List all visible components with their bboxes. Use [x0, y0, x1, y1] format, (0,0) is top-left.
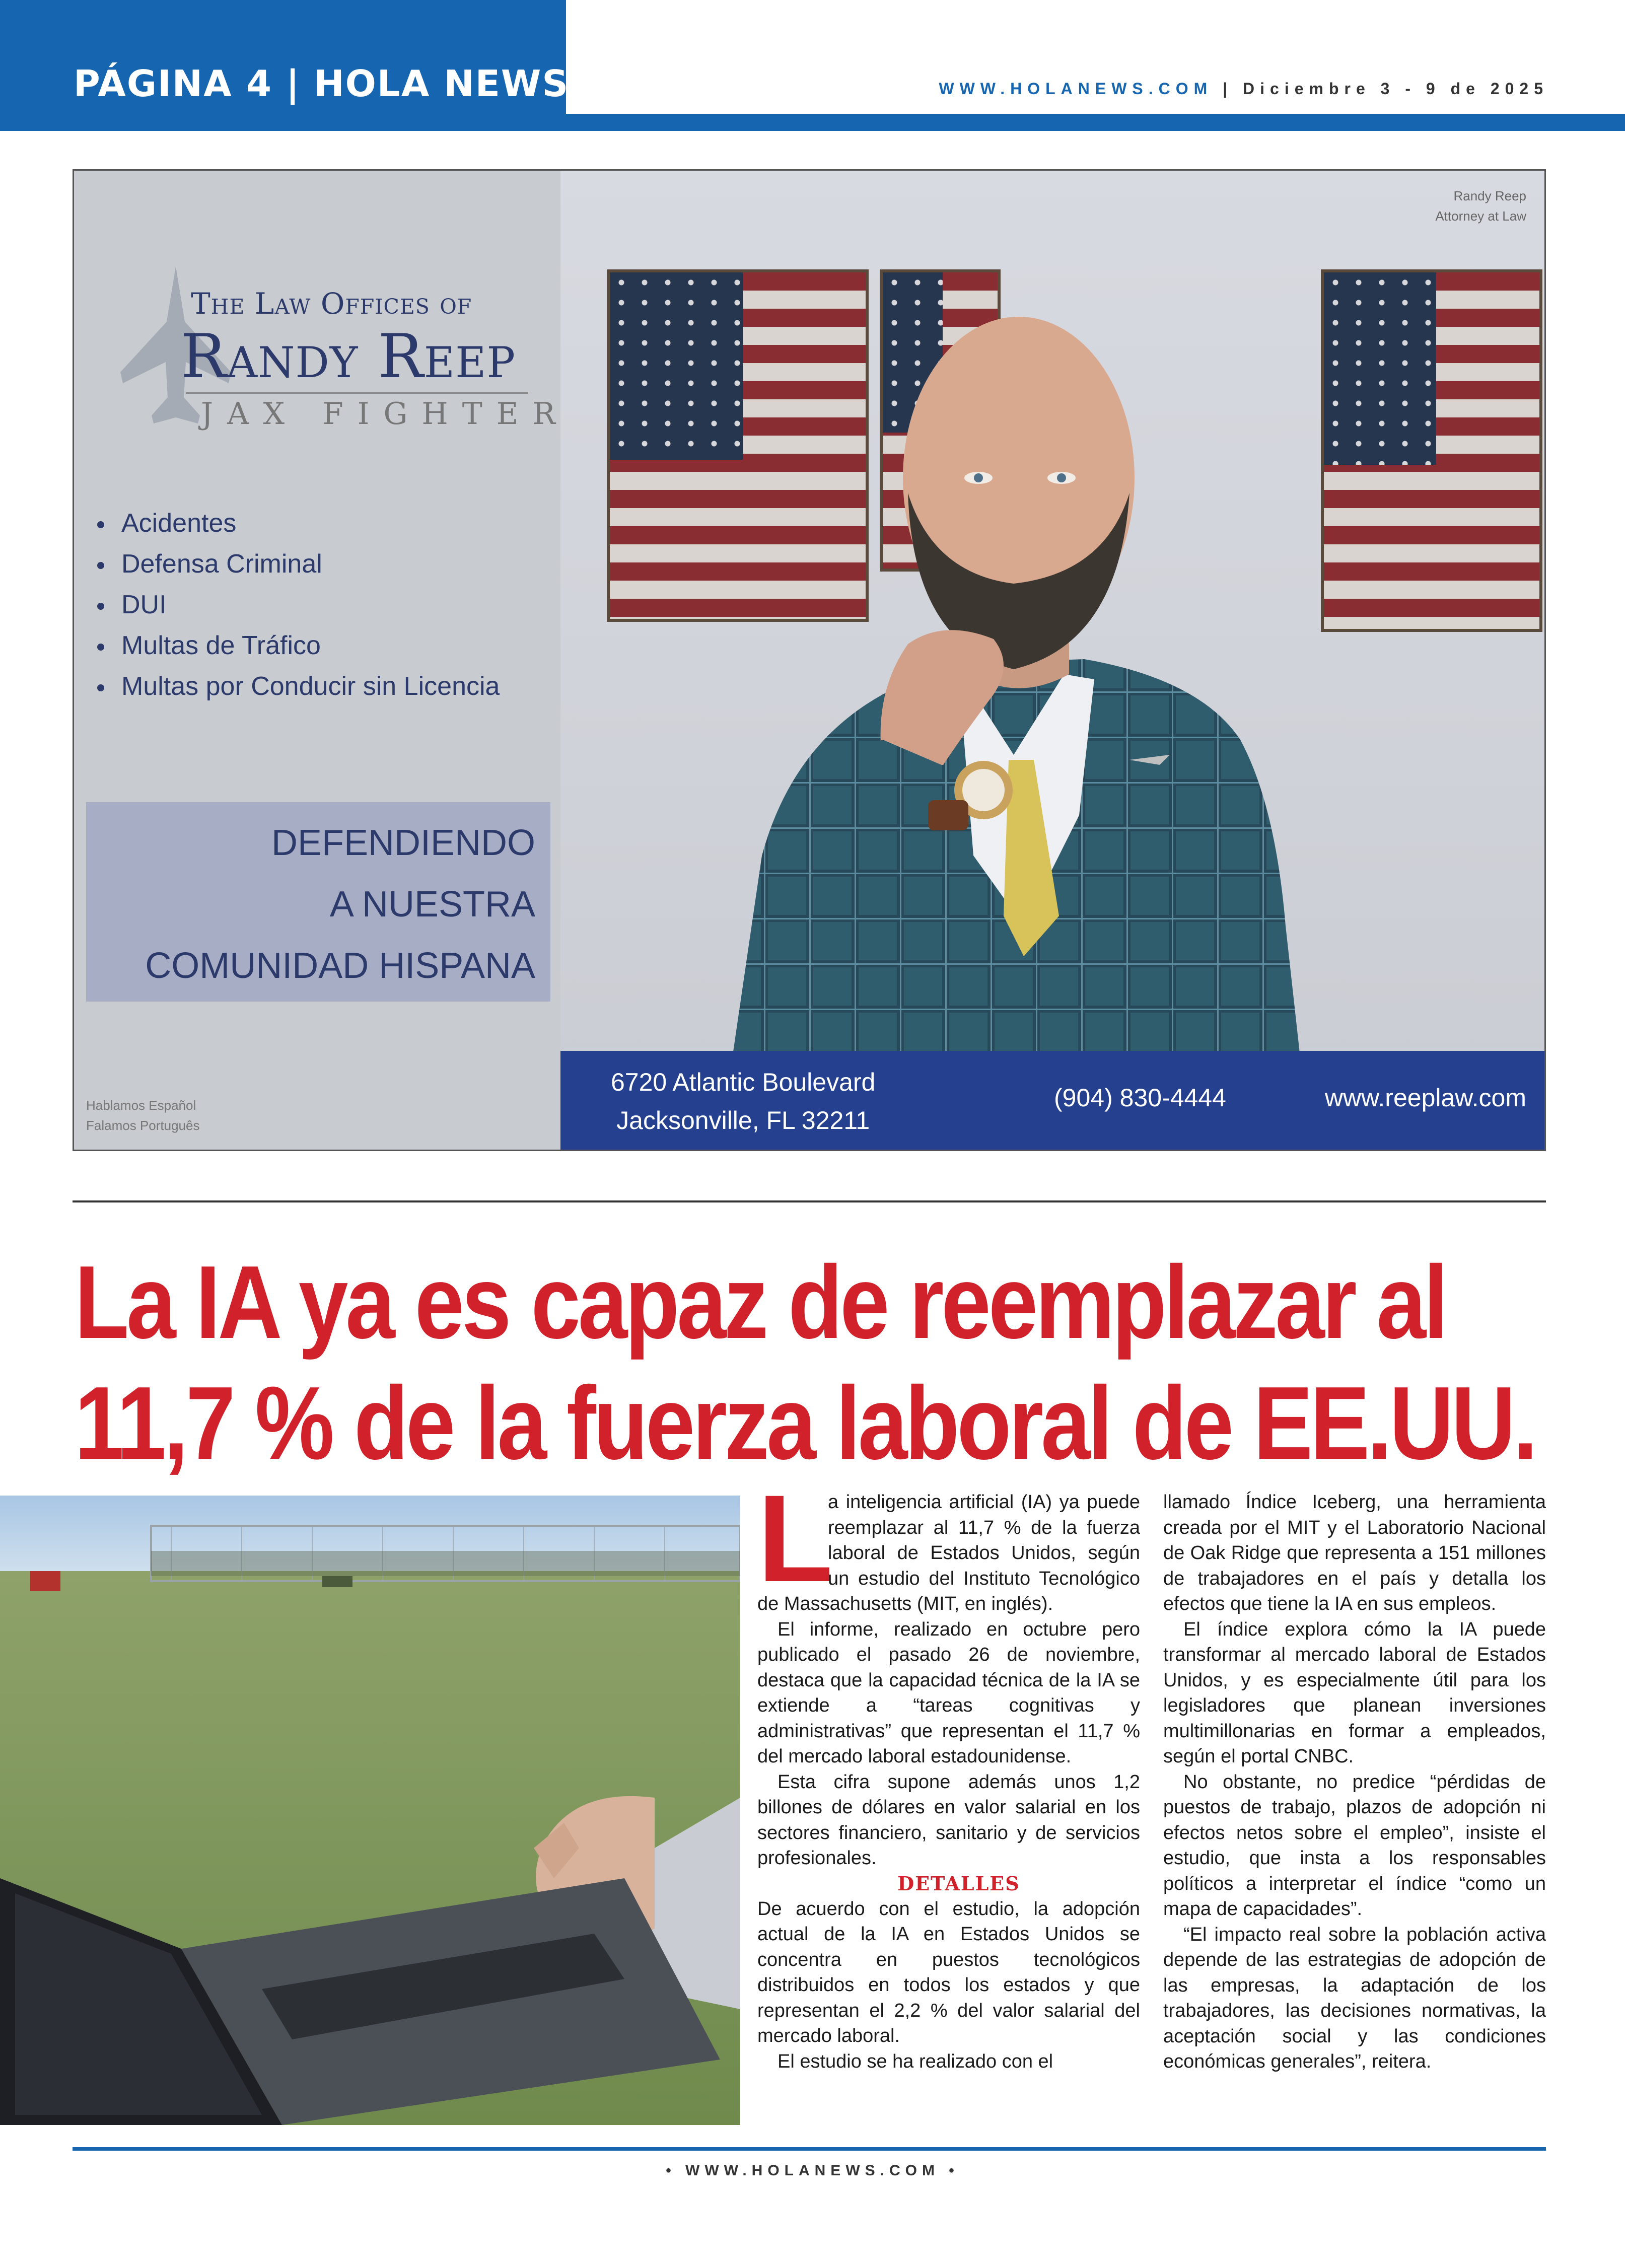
byline-name: Randy Reep	[1453, 188, 1526, 203]
tagline-line: DEFENDIENDO	[271, 823, 535, 863]
footer-rule	[73, 2147, 1546, 2151]
issue-date: Diciembre 3 - 9 de 2025	[1243, 80, 1548, 98]
article-headline	[75, 1242, 1535, 1483]
language-line: Falamos Português	[86, 1118, 200, 1133]
article-paragraph: El estudio se ha realizado con el	[778, 2050, 1053, 2072]
service-item: DUI	[94, 585, 500, 625]
address-line-1: 6720 Atlantic Boulevard	[611, 1068, 876, 1096]
header-info	[939, 80, 1548, 98]
languages-note	[86, 1095, 199, 1136]
article-paragraph: a inteligencia artificial (IA) ya puede reemplazar al 11,7 % de la fuerza laboral de Estados Unidos, según un estudio del Instituto Tecnológico de Massachusetts (MIT, en inglés).	[757, 1492, 1140, 1614]
article-paragraph: El índice explora cómo la IA puede transformar al mercado laboral de Estados Unidos, y es especialmente útil para los legisladores que planean inversiones multimillonarias en formar a empleados, según el portal CNBC.	[1163, 1618, 1546, 1767]
ad-byline	[1435, 186, 1526, 226]
section-subhead: DETALLES	[897, 1872, 1020, 1895]
logo-line-1: The Law Offices of	[191, 287, 472, 321]
header-bar	[0, 114, 1625, 131]
article-column-2	[1163, 1490, 1546, 2075]
tagline-line: COMUNIDAD HISPANA	[145, 946, 535, 986]
language-line: Hablamos Español	[86, 1098, 196, 1113]
laptop-scene	[0, 1496, 740, 2125]
article-paragraph: “El impacto real sobre la población activa depende de las estrategias de adopción de las empresas, la adaptación de los trabajadores, las decisiones normativas, la aceptación social y las condiciones económicas generales”, reitera.	[1163, 1924, 1546, 2072]
logo-line-2: Randy Reep	[181, 322, 516, 392]
header-separator: |	[1223, 80, 1233, 98]
footer-site-link[interactable]: • WWW.HOLANEWS.COM •	[666, 2162, 959, 2179]
ad-contact-bar	[560, 1051, 1544, 1150]
header-site-link[interactable]: WWW.HOLANEWS.COM	[939, 80, 1213, 98]
byline-title: Attorney at Law	[1435, 208, 1526, 224]
page-label: PÁGINA 4 | HOLA NEWS	[74, 62, 570, 105]
article-paragraph: De acuerdo con el estudio, la adopción actual de la IA en Estados Unidos se concentra en puestos tecnológicos distribuidos en todos los estados y que representan el 2,2 % del valor salarial del mercado laboral.	[757, 1898, 1140, 2046]
headline-line: 11,7 % de la fuerza laboral de EE.UU.	[75, 1365, 1535, 1481]
tagline-line: A NUESTRA	[329, 884, 535, 925]
office-website-link[interactable]: www.reeplaw.com	[1324, 1084, 1526, 1112]
office-phone[interactable]: (904) 830-4444	[1054, 1084, 1226, 1112]
services-list	[94, 503, 500, 707]
ad-tagline-box	[86, 802, 550, 1002]
office-address	[611, 1063, 875, 1140]
service-item: Multas de Tráfico	[94, 625, 500, 666]
article-paragraph: El informe, realizado en octubre pero publicado el pasado 26 de noviembre, destaca que la capacidad técnica de la IA se extiende a “tareas cognitivas y administrativas” que representan el 11,7 % del mercado laboral estadounidense.	[757, 1618, 1140, 1767]
article-top-rule	[73, 1200, 1546, 1202]
attorney-figure	[560, 171, 1546, 1062]
article-paragraph: llamado Índice Iceberg, una herramienta creada por el MIT y el Laboratorio Nacional de Oak Ridge que representa a 151 millones de trabajadores en el país y detalla los efectos que tiene la IA en sus empleos.	[1163, 1492, 1546, 1614]
logo-line-3: JAX FIGHTER	[201, 396, 570, 432]
attorney-photo	[560, 171, 1544, 1150]
article-paragraph: Esta cifra supone además unos 1,2 billones de dólares en valor salarial en los sectores financiero, sanitario y de servicios profesionales.	[757, 1771, 1140, 1869]
service-item: Acidentes	[94, 503, 500, 544]
address-line-2: Jacksonville, FL 32211	[616, 1106, 870, 1135]
article-column-1	[757, 1469, 1140, 2074]
service-item: Defensa Criminal	[94, 544, 500, 585]
laptop-on-grass-photo	[0, 1496, 740, 2125]
drop-cap: L	[757, 1469, 833, 1608]
article-paragraph: No obstante, no predice “pérdidas de puestos de trabajo, plazos de adopción ni efectos netos sobre el empleo”, insiste el estudio, que insta a los responsables políticos a interpretar el índice “como un mapa de capacidades”.	[1163, 1771, 1546, 1920]
law-office-logo	[110, 266, 570, 432]
law-office-ad	[73, 169, 1546, 1151]
logo-divider	[186, 392, 528, 394]
service-item: Multas por Conducir sin Licencia	[94, 666, 500, 707]
headline-line: La IA ya es capaz de reemplazar al	[75, 1244, 1446, 1360]
